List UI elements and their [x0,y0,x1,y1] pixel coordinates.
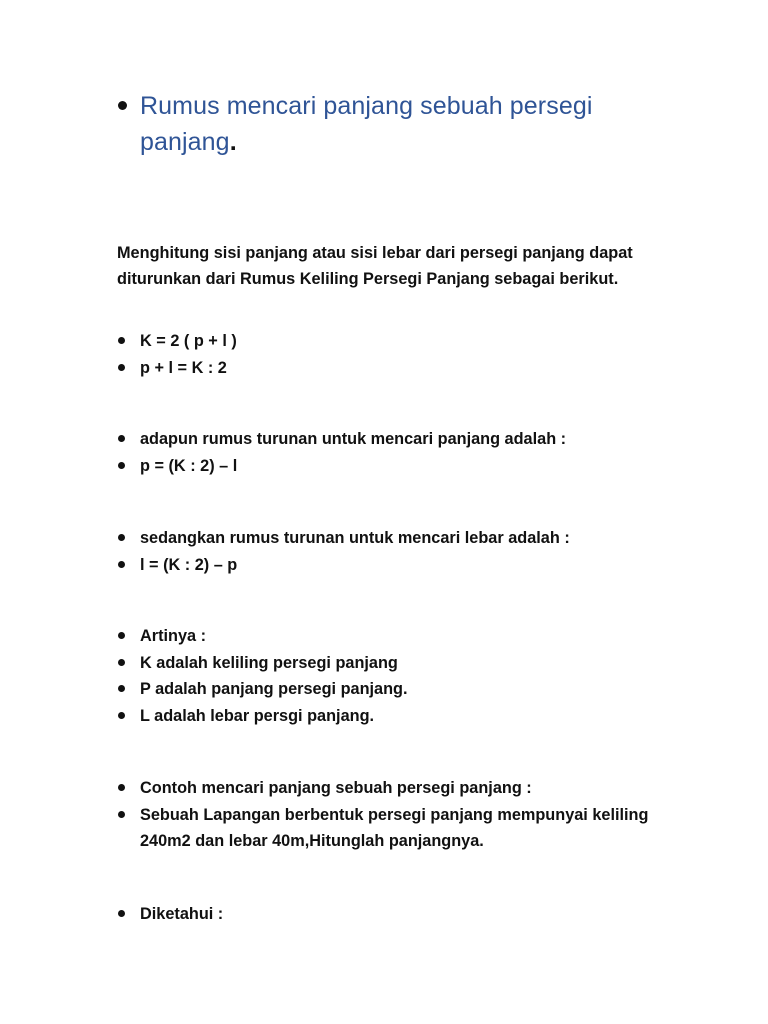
bullet-icon [118,435,125,442]
bullet-icon [118,685,125,692]
bullet-icon [118,364,125,371]
list-item: P adalah panjang persegi panjang. [117,676,677,703]
list-item: Artinya : [117,623,677,650]
list-item: Sebuah Lapangan berbentuk persegi panjang mempunyai keliling 240m2 dan lebar 40m,Hitunglah panjangnya. [117,802,662,854]
bullet-icon [118,337,125,344]
list-item: K adalah keliling persegi panjang [117,650,677,677]
list-item: adapun rumus turunan untuk mencari panjang adalah : [117,426,677,453]
list-item: p + l = K : 2 [117,355,677,382]
bullet-icon [118,811,125,818]
definition-list [117,623,677,729]
list-item: Contoh mencari panjang sebuah persegi panjang : [117,775,662,802]
heading-period: . [229,128,237,156]
bullet-icon [118,712,125,719]
bullet-icon [118,659,125,666]
list-item: K = 2 ( p + l ) [117,328,677,355]
example-list [117,775,662,854]
lebar-formula-list [117,525,677,578]
bullet-icon [118,632,125,639]
section-heading [116,88,656,160]
formula-list [117,328,677,381]
bullet-icon [118,784,125,791]
list-item: Diketahui : [117,901,677,928]
heading-title: Rumus mencari panjang sebuah persegi panjang [140,92,593,156]
known-list [117,901,677,928]
list-item: L adalah lebar persgi panjang. [117,703,677,730]
panjang-formula-list [117,426,677,479]
bullet-icon [118,462,125,469]
bullet-icon [118,561,125,568]
bullet-icon [118,910,125,917]
list-item: p = (K : 2) – l [117,453,677,480]
bullet-icon [118,101,127,110]
heading-text [140,88,656,160]
intro-paragraph: Menghitung sisi panjang atau sisi lebar dari persegi panjang dapat diturunkan dari Rumus Keliling Persegi Panjang sebagai berikut. [117,244,633,288]
list-item: l = (K : 2) – p [117,552,677,579]
list-item: sedangkan rumus turunan untuk mencari lebar adalah : [117,525,677,552]
bullet-icon [118,534,125,541]
